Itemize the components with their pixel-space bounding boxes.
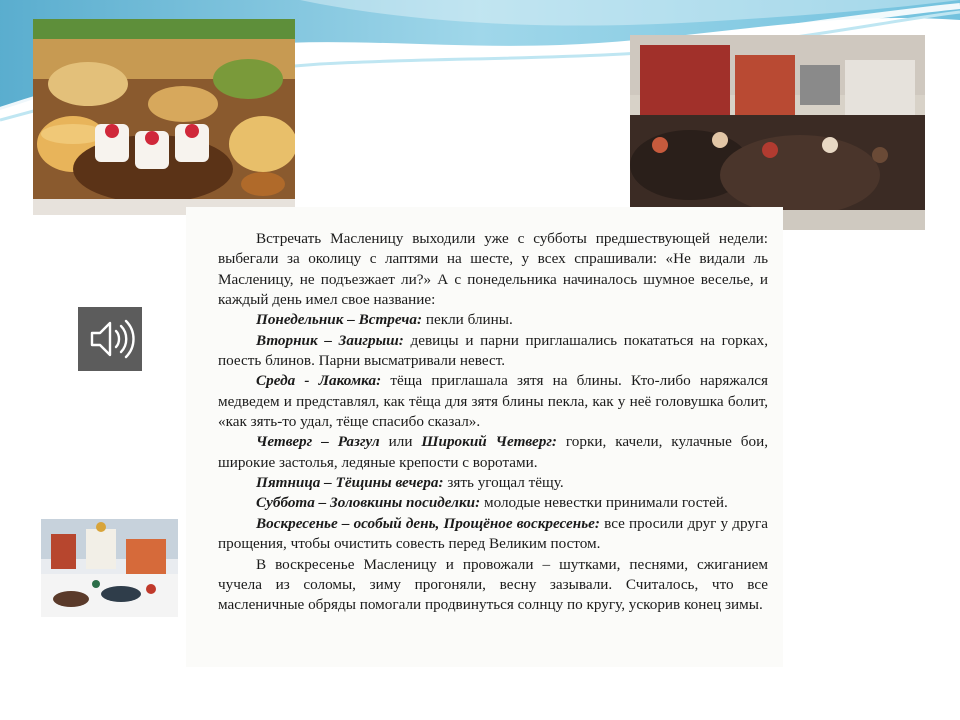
day-name: Вторник – Заигрыш: xyxy=(256,331,404,349)
day-text: пекли блины. xyxy=(422,311,513,329)
pancakes-and-pastries-photo xyxy=(33,19,295,215)
day-text: тёща приглашала зятя на блины. Кто-либо наряжался медведем и представлял, как тёща для зятя блины пекла, как у неё головушка болит, «как зять-то удал, тёще спасибо сказал». xyxy=(218,372,768,431)
day-text: молодые невестки принимали гостей. xyxy=(480,494,728,512)
day-paragraph-thursday xyxy=(218,432,768,473)
sound-button[interactable] xyxy=(78,307,142,371)
day-name: Пятница – Тёщины вечера: xyxy=(256,474,444,492)
day-paragraph-sunday xyxy=(218,514,768,555)
day-text: девицы и парни приглашались покататься на горках, поесть блинов. Парни высматривали невест. xyxy=(218,331,768,370)
day-text: зять угощал тёщу. xyxy=(443,474,564,492)
day-name: Понедельник – Встреча: xyxy=(256,311,423,329)
day-paragraph-monday xyxy=(218,310,768,330)
day-name: Воскресенье – особый день, Прощёное воскресенье: xyxy=(256,514,600,532)
winter-festival-painting xyxy=(41,519,178,617)
day-name: Суббота – Золовкины посиделки: xyxy=(256,494,481,512)
day-paragraph-friday xyxy=(218,473,768,493)
day-paragraph-saturday xyxy=(218,493,768,513)
day-text: или xyxy=(379,433,422,451)
day-paragraph-tuesday xyxy=(218,331,768,372)
speaker-sound-icon xyxy=(78,307,142,371)
day-text: горки, качели, кулачные бои, широкие застолья, ледяные крепости с воротами. xyxy=(218,433,768,471)
day-name: Четверг – Разгул xyxy=(256,433,380,451)
outro-paragraph: В воскресенье Масленицу и провожали – шутками, песнями, сжиганием чучела из соломы, зиму прогоняли, весну зазывали. Считалось, что все масленичные обряды помогали продвинуться солнцу по кругу, ускорив конец зимы. xyxy=(218,555,768,614)
text-page xyxy=(186,207,783,667)
article-text xyxy=(218,229,768,616)
day-text: все просили друг у друга прощения, чтобы очистить совесть перед Великим постом. xyxy=(218,514,768,553)
day-name-alt: Широкий Четверг: xyxy=(421,433,557,451)
day-paragraph-wednesday xyxy=(218,371,768,432)
maslenitsa-fair-painting xyxy=(630,35,925,230)
intro-paragraph: Встречать Масленицу выходили уже с субботы предшествующей недели: выбегали за околицу с лаптями на шесте, у всех спрашивали: «Не видали ль Масленицу, не подъезжает ли?» А с понедельника начиналось шумное веселье, и каждый день имел свое название: xyxy=(218,230,768,309)
day-name: Среда - Лакомка: xyxy=(256,372,382,390)
